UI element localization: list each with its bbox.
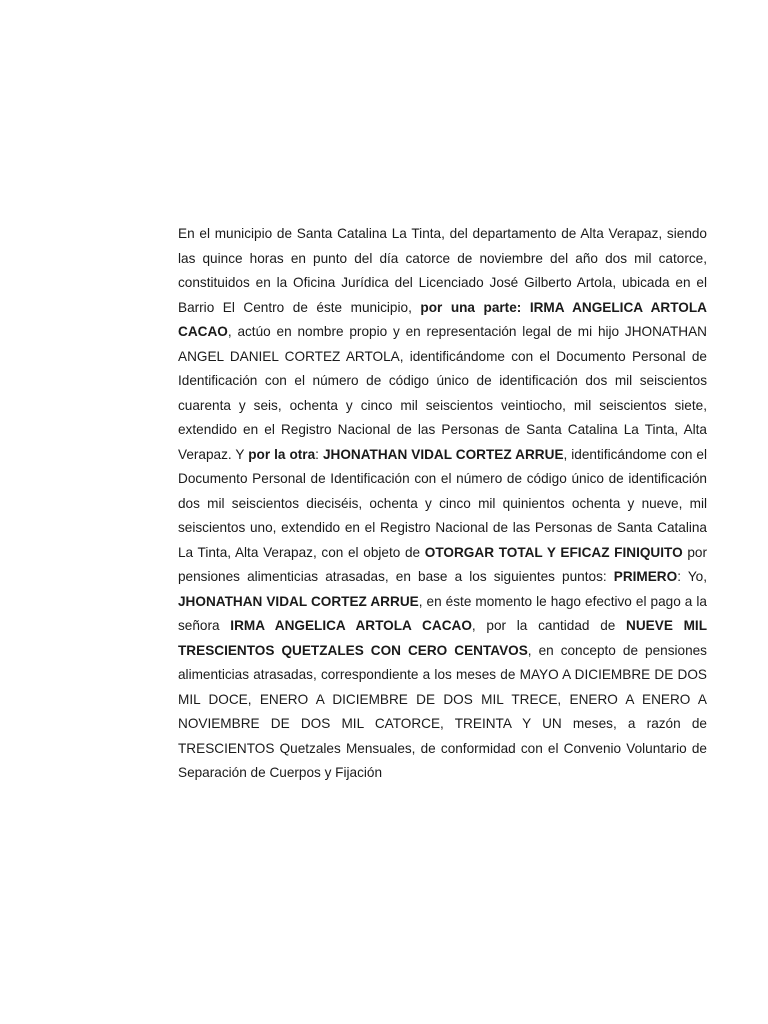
- body-text: por pensiones alimenticias atrasadas, en base a los siguientes puntos:: [178, 544, 707, 584]
- party-two-name: JHONATHAN VIDAL CORTEZ ARRUE: [322, 446, 564, 462]
- body-text: : Yo,: [677, 569, 707, 584]
- body-text: :: [315, 446, 323, 462]
- party-two-label: por la otra: [248, 446, 316, 462]
- body-text: , en éste momento le hago efectivo el pago a la señora: [178, 593, 707, 633]
- document-body-paragraph: [178, 222, 707, 786]
- payment-amount: NUEVE MIL TRESCIENTOS QUETZALES CON CERO CENTAVOS: [178, 618, 708, 658]
- party-one-label: por una parte: IRMA ANGELICA ARTOLA CACAO: [178, 299, 707, 339]
- payee-name: IRMA ANGELICA ARTOLA CACAO: [230, 618, 472, 633]
- payer-name: JHONATHAN VIDAL CORTEZ ARRUE: [178, 593, 419, 609]
- body-text: , por la cantidad de: [471, 618, 627, 633]
- finiquito-object: OTORGAR TOTAL Y EFICAZ FINIQUITO: [424, 544, 683, 560]
- clause-heading-primero: PRIMERO: [613, 569, 678, 584]
- body-text: , en concepto de pensiones alimenticias atrasadas, correspondiente a los meses de MAYO A DICIEMBRE DE DOS MIL DOCE, ENERO A DICIEMBRE DE DOS MIL TRECE, ENERO A ENERO A NOVIEMBRE DE DOS MIL CATORCE, TREINTA Y UN meses, a razón de TRESCIENTOS Quetzales Mensuales, de conformidad con el Convenio Voluntario de Separación de Cuerpos y Fijación: [178, 642, 707, 780]
- body-text: , identificándome con el Documento Personal de Identificación con el número de código único de identificación dos mil seiscientos dieciséis, ochenta y cinco mil quinientos ochenta y nueve, mil seiscientos uno, extendido en el Registro Nacional de las Personas de Santa Catalina La Tinta, Alta Verapaz, con el objeto de: [178, 446, 707, 560]
- body-text: , actúo en nombre propio y en representación legal de mi hijo JHONATHAN ANGEL DANIEL CORTEZ ARTOLA, identificándome con el Documento Personal de Identificación con el número de código único de identificación dos mil seiscientos cuarenta y seis, ochenta y cinco mil seiscientos veintiocho, mil seiscientos siete, extendido en el Registro Nacional de las Personas de Santa Catalina La Tinta, Alta Verapaz. Y: [178, 324, 707, 462]
- body-text: En el municipio de Santa Catalina La Tinta, del departamento de Alta Verapaz, siendo las quince horas en punto del día catorce de noviembre del año dos mil catorce, constituidos en la Oficina Jurídica del Licenciado José Gilberto Artola, ubicada en el Barrio El Centro de éste municipio,: [178, 226, 707, 315]
